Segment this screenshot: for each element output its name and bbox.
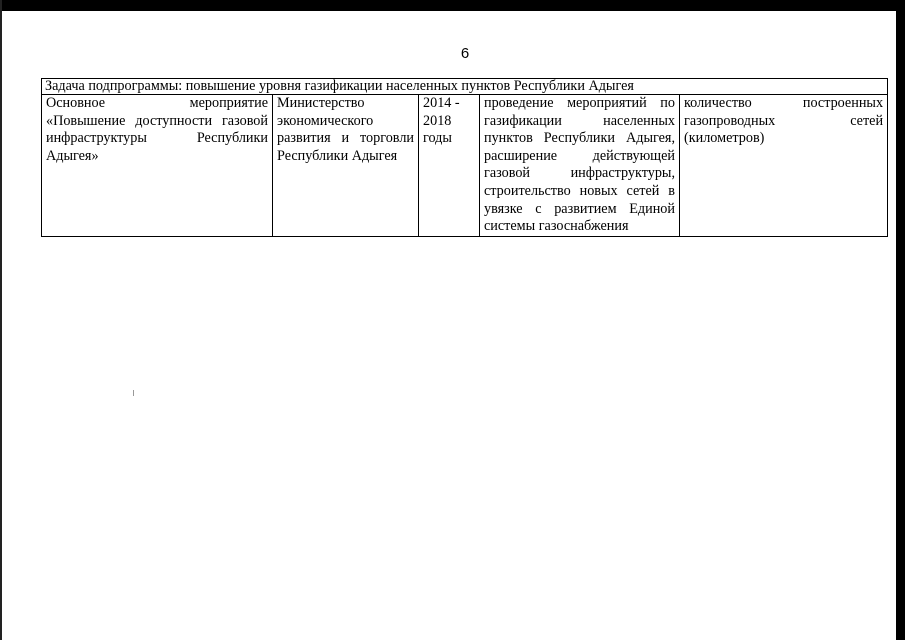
page-number: 6 (460, 45, 470, 62)
scan-border-top (0, 0, 905, 11)
task-cell: Задача подпрограммы: повышение уровня газификации населенных пунктов Республики Адыгея (42, 79, 888, 95)
scan-border-left (0, 0, 2, 640)
subprogram-table (41, 78, 888, 237)
table-row (42, 95, 888, 237)
indicator-cell: количество построенных газопроводных сетей (километров) (680, 95, 888, 237)
executor-cell: Министерство экономического развития и торговли Республики Адыгея (273, 95, 419, 237)
scan-speck (133, 390, 134, 396)
measure-cell: Основное мероприятие «Повышение доступности газовой инфраструктуры Республики Адыгея» (42, 95, 273, 237)
scan-border-right (896, 0, 905, 640)
years-cell: 2014 - 2018 годы (419, 95, 480, 237)
description-cell: проведение мероприятий по газификации населенных пунктов Республики Адыгея, расширение действующей газовой инфраструктуры, строительство новых сетей в увязке с развитием Единой системы газоснабжения (480, 95, 680, 237)
task-row (42, 79, 888, 95)
